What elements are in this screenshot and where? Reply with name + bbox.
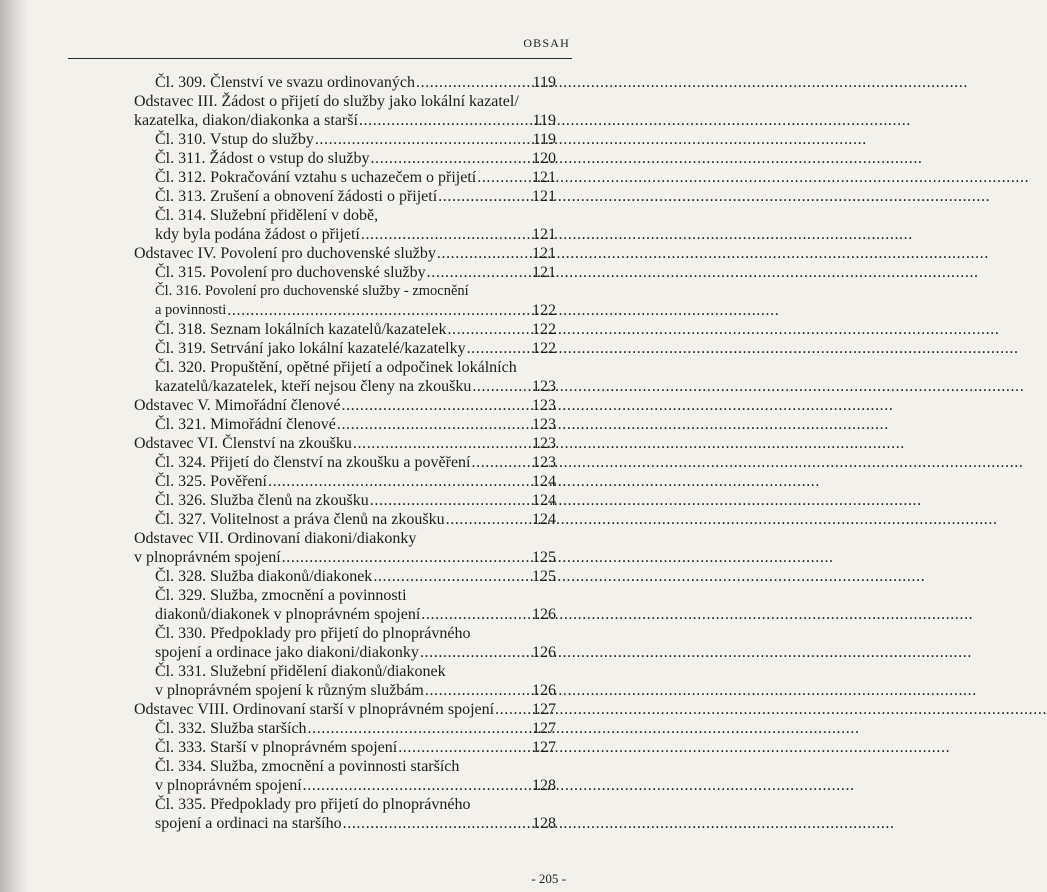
dot-leader xyxy=(438,187,531,206)
dot-leader xyxy=(282,548,531,567)
entry-line xyxy=(134,567,556,586)
entry-line xyxy=(134,681,556,700)
entry-title: Čl. 325. Pověření xyxy=(155,473,267,490)
toc-article-311 xyxy=(134,149,556,168)
toc-article-325 xyxy=(134,472,556,491)
page-number: 120 xyxy=(532,150,556,167)
entry-line xyxy=(134,168,556,187)
entry-line xyxy=(134,73,556,92)
entry-title-continued: a povinnosti xyxy=(155,302,227,318)
entry-line xyxy=(134,453,556,472)
entry-line xyxy=(134,472,556,491)
entry-line xyxy=(134,377,556,396)
page-number: 122 xyxy=(532,321,556,338)
dot-leader xyxy=(398,738,531,757)
entry-title-continued: v plnoprávném spojení xyxy=(155,777,302,794)
entry-title-continued: kdy byla podána žádost o přijetí xyxy=(155,226,360,243)
entry-title: Čl. 329. Služba, zmocnění a povinnosti xyxy=(155,587,407,604)
entry-title: Čl. 330. Předpoklady pro přijetí do plnoprávného xyxy=(155,625,471,642)
page-number: 127 xyxy=(532,701,556,718)
entry-title: Čl. 328. Služba diakonů/diakonek xyxy=(155,568,373,585)
section-title-continued: v plnoprávném spojení xyxy=(134,549,281,566)
dot-leader xyxy=(353,434,531,453)
running-head: OBSAH xyxy=(523,36,570,50)
entry-line xyxy=(134,263,556,282)
entry-title-continued: spojení a ordinaci na staršího xyxy=(155,815,342,832)
toc-article-331 xyxy=(134,662,556,700)
entry-title: Čl. 326. Služba členů na zkoušku xyxy=(155,492,369,509)
dot-leader xyxy=(421,605,531,624)
toc-section-iii xyxy=(134,92,556,130)
folio-page-number: - 205 - xyxy=(531,871,566,886)
page-number: 121 xyxy=(532,245,556,262)
dot-leader xyxy=(373,567,531,586)
entry-line xyxy=(134,111,556,130)
entry-line xyxy=(134,358,556,377)
toc-article-309 xyxy=(134,73,556,92)
section-title: Odstavec V. Mimořádní členové xyxy=(134,397,341,414)
toc-article-334 xyxy=(134,757,556,795)
section-title: Odstavec IV. Povolení pro duchovenské služby xyxy=(134,245,436,262)
dot-leader xyxy=(467,339,531,358)
toc-article-326 xyxy=(134,491,556,510)
entry-title: Čl. 309. Členství ve svazu ordinovaných xyxy=(155,74,415,91)
entry-line xyxy=(134,776,556,795)
entry-title: Čl. 327. Volitelnost a práva členů na zkoušku xyxy=(155,511,445,528)
page-number: 122 xyxy=(532,302,556,319)
entry-line xyxy=(134,396,556,415)
entry-line xyxy=(134,491,556,510)
toc-article-313 xyxy=(134,187,556,206)
entry-line xyxy=(134,130,556,149)
toc-article-314 xyxy=(134,206,556,244)
page-number: 122 xyxy=(532,340,556,357)
toc-article-318 xyxy=(134,320,556,339)
toc-article-327 xyxy=(134,510,556,529)
dot-leader xyxy=(370,491,531,510)
dot-leader xyxy=(472,453,532,472)
page-number: 127 xyxy=(532,739,556,756)
toc-article-320 xyxy=(134,358,556,396)
toc-article-310 xyxy=(134,130,556,149)
entry-title: Čl. 318. Seznam lokálních kazatelů/kazatelek xyxy=(155,321,447,338)
entry-line xyxy=(134,320,556,339)
page-number: 121 xyxy=(532,226,556,243)
entry-line xyxy=(134,795,556,814)
entry-line xyxy=(134,548,556,567)
page-number: 121 xyxy=(532,264,556,281)
dot-leader xyxy=(341,396,531,415)
entry-line xyxy=(134,415,556,434)
dot-leader xyxy=(495,700,531,719)
dot-leader xyxy=(477,168,531,187)
entry-line xyxy=(134,244,556,263)
toc-section-vii xyxy=(134,529,556,567)
toc-section-v xyxy=(134,396,556,415)
entry-title: Čl. 335. Předpoklady pro přijetí do plnoprávného xyxy=(155,796,471,813)
dot-leader xyxy=(337,415,531,434)
page-number: 123 xyxy=(532,454,556,471)
dot-leader xyxy=(447,320,531,339)
dot-leader xyxy=(446,510,531,529)
entry-title: Čl. 332. Služba starších xyxy=(155,720,307,737)
page-number: 119 xyxy=(532,112,556,129)
table-of-contents xyxy=(134,73,556,833)
dot-leader xyxy=(227,301,531,320)
page-number: 119 xyxy=(532,131,556,148)
entry-title-continued: spojení a ordinace jako diakoni/diakonky xyxy=(155,644,419,661)
entry-title: Čl. 311. Žádost o vstup do služby xyxy=(155,150,370,167)
entry-line xyxy=(134,719,556,738)
page-number: 124 xyxy=(532,473,556,490)
entry-title: Čl. 331. Služební přidělení diakonů/diakonek xyxy=(155,663,446,680)
dot-leader xyxy=(420,643,531,662)
entry-title: Čl. 314. Služební přidělení v době, xyxy=(155,207,379,224)
entry-title: Čl. 315. Povolení pro duchovenské služby xyxy=(155,264,426,281)
entry-title: Čl. 312. Pokračování vztahu s uchazečem o přijetí xyxy=(155,169,477,186)
dot-leader xyxy=(343,814,531,833)
section-title-continued: kazatelka, diakon/diakonka a starší xyxy=(134,112,358,129)
entry-title-continued: diakonů/diakonek v plnoprávném spojení xyxy=(155,606,421,623)
dot-leader xyxy=(303,776,531,795)
page-number: 128 xyxy=(532,777,556,794)
entry-line xyxy=(134,605,556,624)
page-number: 119 xyxy=(532,74,556,91)
page-number: 125 xyxy=(532,549,556,566)
page-number: 124 xyxy=(532,492,556,509)
page-number: 126 xyxy=(532,606,556,623)
toc-article-330 xyxy=(134,624,556,662)
toc-article-316 xyxy=(134,282,556,320)
entry-line xyxy=(134,434,556,453)
toc-article-335 xyxy=(134,795,556,833)
dot-leader xyxy=(437,244,531,263)
dot-leader xyxy=(308,719,531,738)
toc-section-viii xyxy=(134,700,556,719)
entry-line xyxy=(134,529,556,548)
page-number: 123 xyxy=(532,416,556,433)
page-number: 121 xyxy=(532,188,556,205)
entry-title: Čl. 320. Propuštění, opětné přijetí a odpočinek lokálních xyxy=(155,359,517,376)
page-number: 126 xyxy=(532,682,556,699)
section-title: Odstavec VI. Členství na zkoušku xyxy=(134,435,352,452)
dot-leader xyxy=(359,111,532,130)
dot-leader xyxy=(427,263,531,282)
entry-title: Čl. 324. Přijetí do členství na zkoušku a pověření xyxy=(155,454,471,471)
toc-article-315 xyxy=(134,263,556,282)
toc-article-332 xyxy=(134,719,556,738)
dot-leader xyxy=(361,225,531,244)
entry-line xyxy=(134,662,556,681)
entry-line xyxy=(134,757,556,776)
entry-line xyxy=(134,586,556,605)
entry-line xyxy=(134,149,556,168)
entry-line xyxy=(134,643,556,662)
toc-article-329 xyxy=(134,586,556,624)
page-number: 123 xyxy=(532,378,556,395)
entry-line xyxy=(134,206,556,225)
entry-line xyxy=(134,624,556,643)
dot-leader xyxy=(268,472,531,491)
page-number: 123 xyxy=(532,435,556,452)
page-number: 126 xyxy=(532,644,556,661)
entry-line xyxy=(134,339,556,358)
entry-line xyxy=(134,510,556,529)
entry-line xyxy=(134,92,556,111)
page-number: 125 xyxy=(532,568,556,585)
book-gutter-shadow xyxy=(0,0,28,892)
entry-line xyxy=(134,187,556,206)
toc-section-iv xyxy=(134,244,556,263)
entry-line xyxy=(134,301,556,320)
entry-line xyxy=(134,814,556,833)
entry-title: Čl. 313. Zrušení a obnovení žádosti o přijetí xyxy=(155,188,438,205)
page-number: 124 xyxy=(532,511,556,528)
dot-leader xyxy=(472,377,531,396)
entry-title-continued: v plnoprávném spojení k různým službám xyxy=(155,682,424,699)
dot-leader xyxy=(371,149,531,168)
entry-title: Čl. 310. Vstup do služby xyxy=(155,131,314,148)
entry-title: Čl. 333. Starší v plnoprávném spojení xyxy=(155,739,398,756)
toc-section-vi xyxy=(134,434,556,453)
entry-title: Čl. 321. Mimořádní členové xyxy=(155,416,336,433)
toc-article-324 xyxy=(134,453,556,472)
page-number: 121 xyxy=(532,169,556,186)
toc-article-312 xyxy=(134,168,556,187)
toc-article-321 xyxy=(134,415,556,434)
dot-leader xyxy=(425,681,531,700)
entry-line xyxy=(134,282,556,301)
header-rule xyxy=(68,58,572,59)
entry-line xyxy=(134,738,556,757)
dot-leader xyxy=(315,130,532,149)
section-title: Odstavec III. Žádost o přijetí do služby jako lokální kazatel/ xyxy=(134,93,519,110)
page-number: 123 xyxy=(532,397,556,414)
page-number: 127 xyxy=(532,720,556,737)
toc-article-328 xyxy=(134,567,556,586)
entry-line xyxy=(134,225,556,244)
entry-title: Čl. 334. Služba, zmocnění a povinnosti starších xyxy=(155,758,460,775)
entry-line xyxy=(134,700,556,719)
dot-leader xyxy=(416,73,532,92)
page-number: 128 xyxy=(532,815,556,832)
toc-article-333 xyxy=(134,738,556,757)
entry-title: Čl. 319. Setrvání jako lokální kazatelé/kazatelky xyxy=(155,340,466,357)
entry-title: Čl. 316. Povolení pro duchovenské služby - zmocnění xyxy=(155,283,469,299)
section-title: Odstavec VII. Ordinovaní diakoni/diakonky xyxy=(134,530,417,547)
entry-title-continued: kazatelů/kazatelek, kteří nejsou členy na zkoušku xyxy=(155,378,472,395)
toc-article-319 xyxy=(134,339,556,358)
section-title: Odstavec VIII. Ordinovaní starší v plnoprávném spojení xyxy=(134,701,495,718)
